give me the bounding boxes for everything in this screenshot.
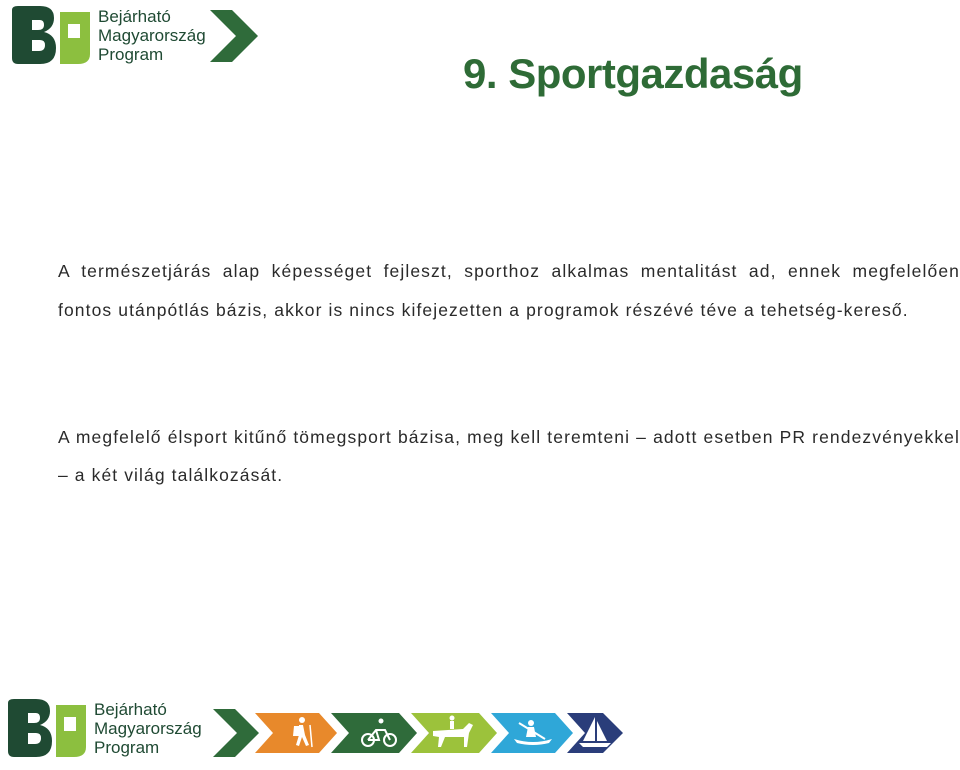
logo-top: [10, 4, 206, 66]
activity-strip: [213, 709, 625, 757]
paragraph-2: A megfelelő élsport kitűnő tömegsport bázisa, meg kell teremteni – adott esetben PR rendezvényekkel – a két világ találkozását.: [58, 427, 960, 485]
footer-logo-wordmark: [94, 700, 202, 757]
logo-line-2: Magyarország: [98, 25, 206, 45]
footer-logo-mark-icon: [6, 697, 88, 759]
logo-wordmark: [98, 7, 206, 64]
paragraph-1: A természetjárás alap képességet fejleszt, sporthoz alkalmas mentalitást ad, ennek megfelelően fontos utánpótlás bázis, akkor is nincs kifejezetten a programok részévé téve a tehetség-kereső.: [58, 261, 960, 320]
logo-mark-icon: [10, 4, 92, 66]
logo-bottom: [6, 697, 202, 759]
slide-title: 9. Sportgazdaság: [463, 50, 803, 97]
logo-chevron-icon: [208, 8, 260, 64]
footer-logo-line-2: Magyarország: [94, 718, 202, 738]
footer-logo-line-1: Bejárható: [94, 699, 167, 719]
logo-line-1: Bejárható: [98, 6, 171, 26]
logo-line-3: Program: [98, 44, 164, 64]
footer-logo-line-3: Program: [94, 737, 160, 757]
lead-chevron: [213, 709, 259, 757]
